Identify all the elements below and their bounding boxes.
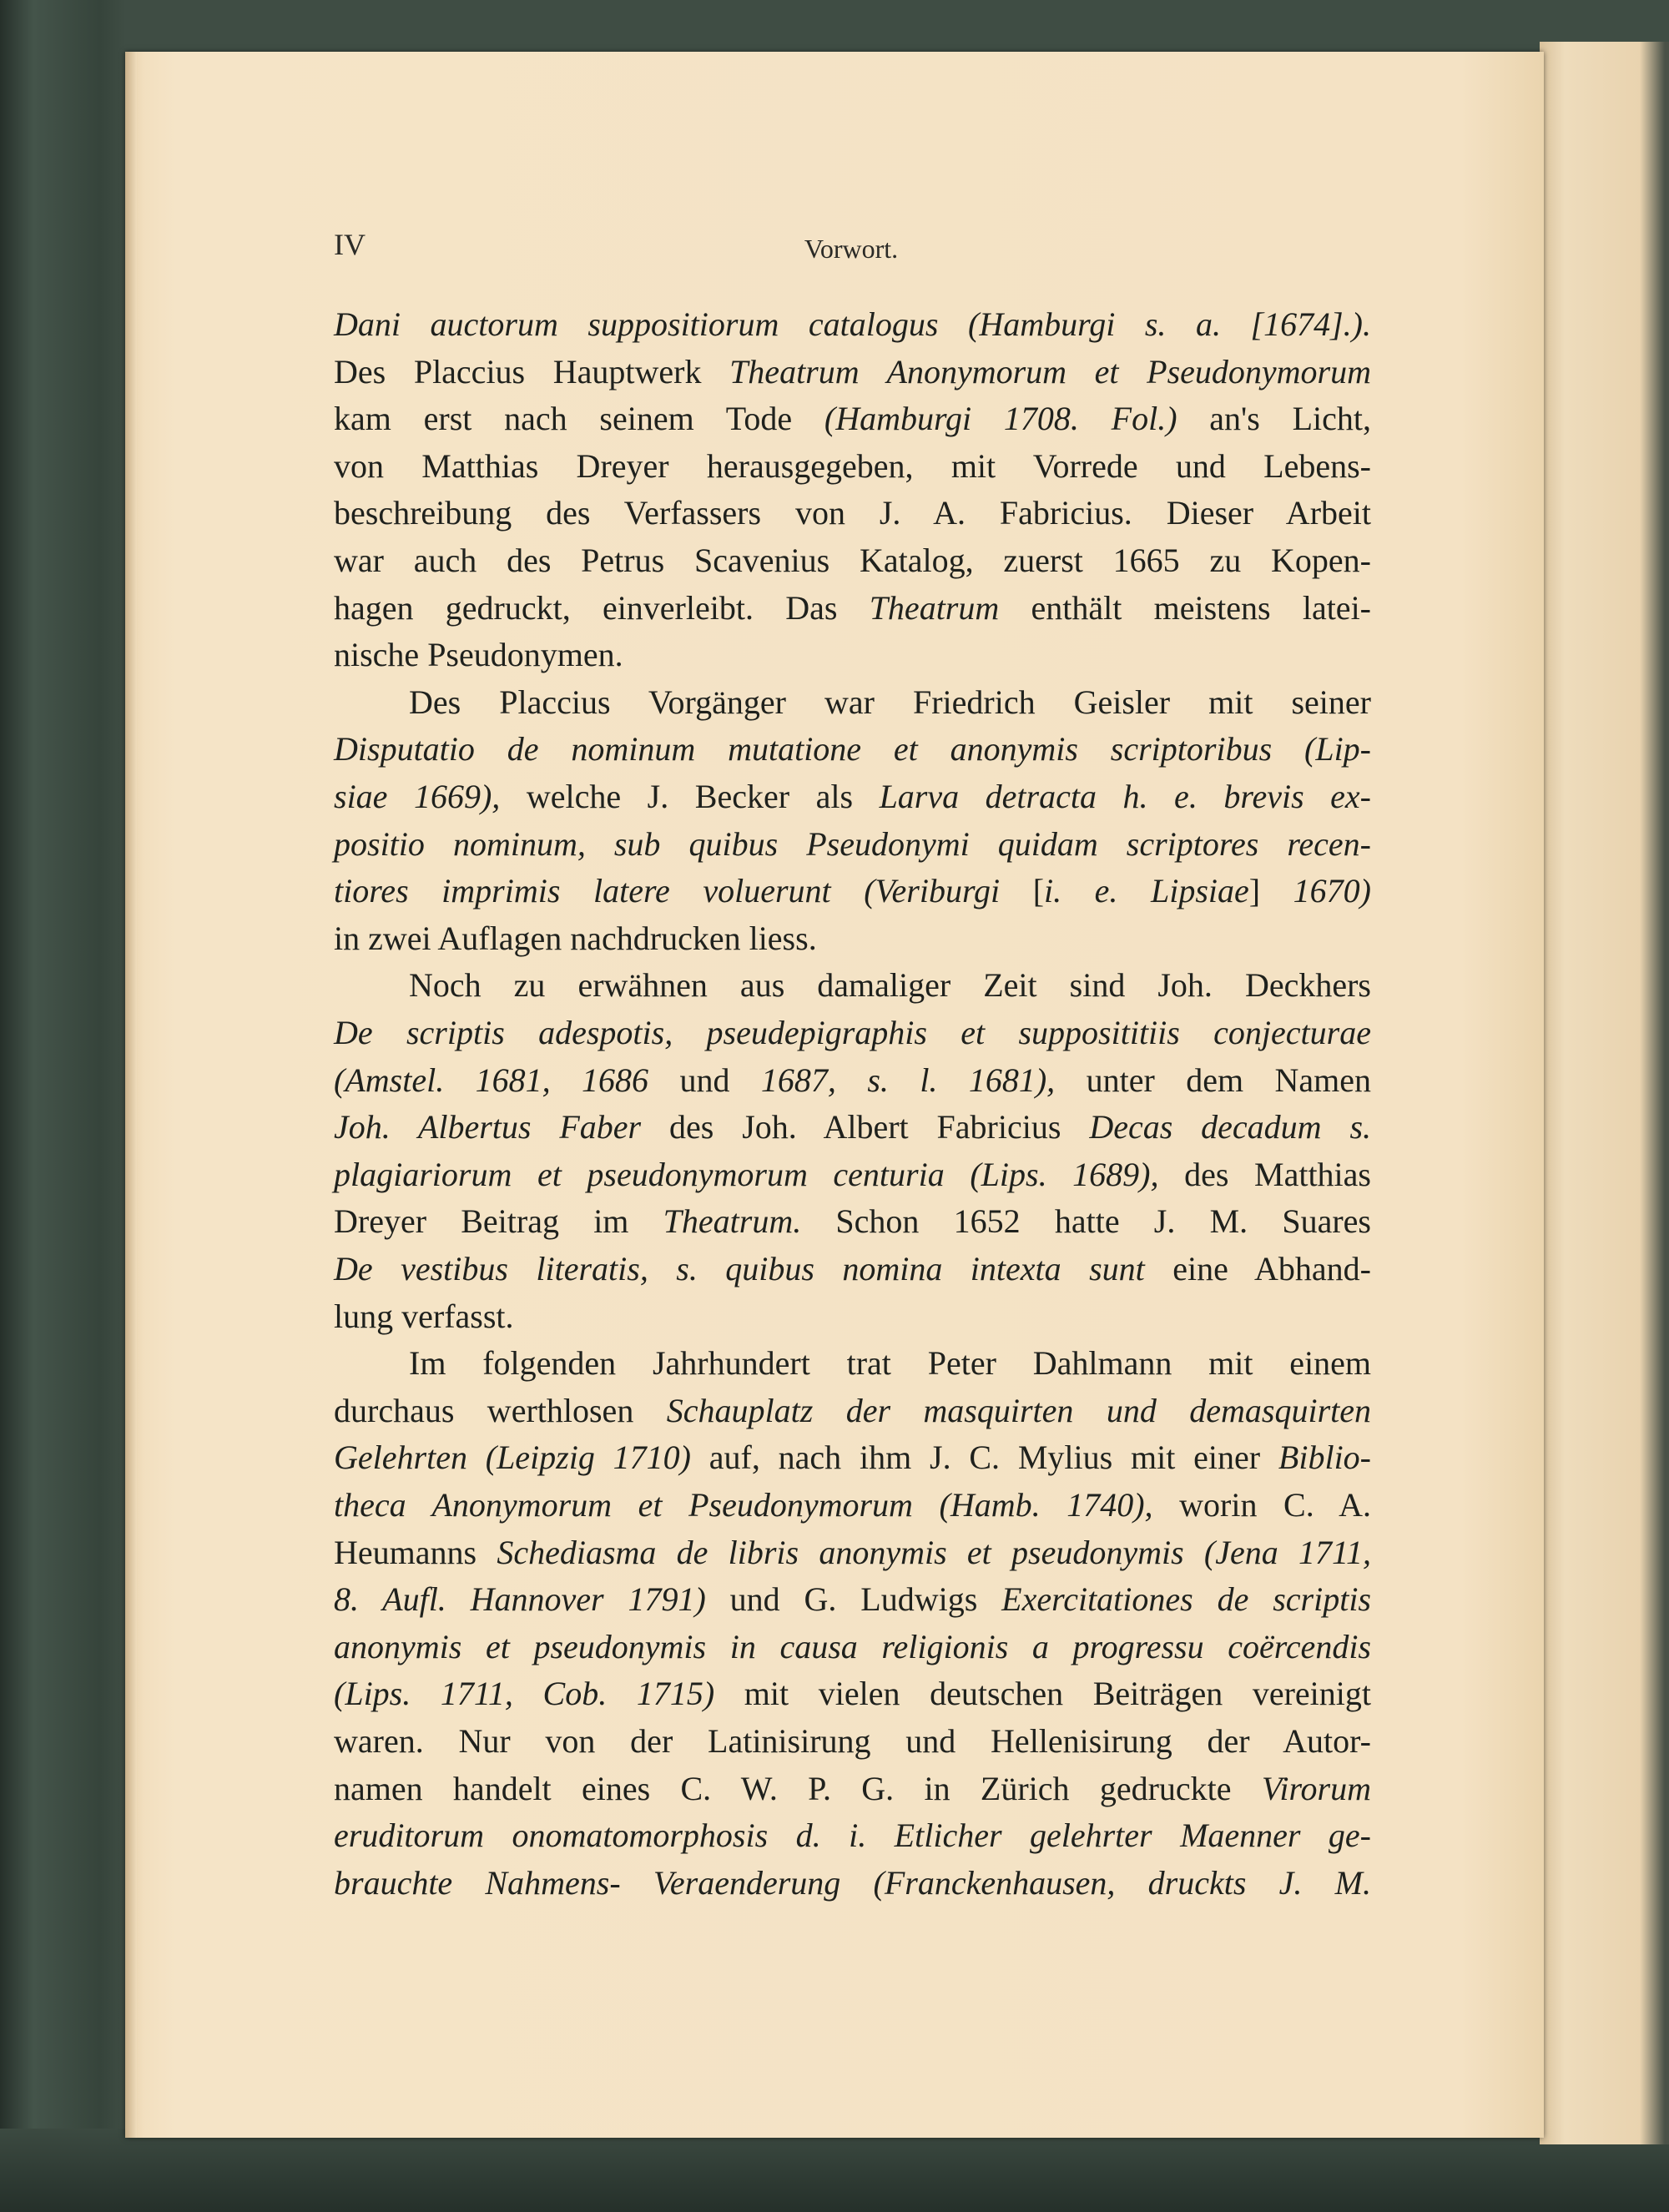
text-line <box>334 1481 1371 1529</box>
running-head-container <box>0 234 1669 265</box>
italic-text: Schauplatz der masquirten und demasquirten <box>666 1391 1372 1429</box>
roman-text: Dreyer Beitrag im <box>334 1202 663 1241</box>
text-line <box>334 1859 1371 1907</box>
running-head: Vorwort. <box>804 234 899 264</box>
text-line <box>334 442 1371 490</box>
italic-text: (Amstel. 1681, 1686 <box>334 1061 649 1099</box>
roman-text: beschreibung des Verfassers von J. A. Fabricius. Dieser Arbeit <box>334 494 1371 532</box>
roman-text: an's Licht, <box>1177 400 1371 438</box>
italic-text: 8. Aufl. Hannover 1791) <box>334 1580 706 1619</box>
roman-text: auf, nach ihm J. C. Mylius mit einer <box>690 1439 1278 1477</box>
italic-text: Theatrum <box>869 588 1000 627</box>
text-line <box>334 678 1371 726</box>
text-line <box>334 1151 1371 1198</box>
text-line <box>334 1387 1371 1434</box>
text-line <box>334 1103 1371 1151</box>
roman-text: lung verfasst. <box>334 1297 514 1335</box>
italic-text: Decas decadum s. <box>1089 1108 1372 1146</box>
italic-text: anonymis et pseudonymis in causa religionis a progressu coërcendis <box>334 1627 1371 1665</box>
text-line <box>334 489 1371 537</box>
italic-text: 1670) <box>1293 872 1371 910</box>
italic-text: Gelehrten (Leipzig 1710) <box>334 1439 691 1477</box>
text-line <box>334 1339 1371 1387</box>
roman-text: unter dem Namen <box>1055 1061 1372 1099</box>
text-line <box>334 725 1371 773</box>
book-cover-bottom <box>0 2129 1669 2212</box>
italic-text: De vestibus literatis, s. quibus nomina intexta sunt <box>334 1250 1145 1287</box>
roman-text: Des Placcius Vorgänger war Friedrich Geisler mit seiner <box>409 683 1371 721</box>
roman-text: nische Pseudonymen. <box>334 636 623 674</box>
roman-text: kam erst nach seinem Tode <box>334 400 824 438</box>
text-line <box>334 584 1371 632</box>
roman-text: eine Abhand- <box>1144 1250 1372 1287</box>
roman-text: Des Placcius Hauptwerk <box>334 352 730 391</box>
text-line <box>334 1811 1371 1859</box>
text-line <box>334 1575 1371 1623</box>
text-line <box>334 915 1371 962</box>
text-line <box>334 1623 1371 1670</box>
italic-text: Exercitationes de scriptis <box>1001 1580 1371 1619</box>
italic-text: siae 1669), <box>334 778 501 815</box>
italic-text: Theatrum. <box>663 1202 802 1241</box>
roman-text: mit vielen deutschen Beiträgen vereinigt <box>714 1675 1371 1713</box>
italic-text: De scriptis adespotis, pseudepigraphis et supposititiis conjecturae <box>334 1014 1371 1051</box>
roman-text: Schon 1652 hatte J. M. Suares <box>801 1202 1371 1241</box>
text-line <box>334 1009 1371 1056</box>
roman-text: Im folgenden Jahrhundert trat Peter Dahlmann mit einem <box>409 1344 1371 1383</box>
text-line <box>334 537 1371 584</box>
text-line <box>334 961 1371 1009</box>
text-line <box>334 1670 1371 1717</box>
page-number: IV <box>334 228 366 261</box>
roman-text: [ <box>1032 872 1045 910</box>
text-line <box>334 631 1371 678</box>
facing-page-edge <box>1540 42 1669 2144</box>
roman-text: hagen gedruckt, einverleibt. Das <box>334 588 870 627</box>
text-line <box>334 1292 1371 1340</box>
roman-text: waren. Nur von der Latinisirung und Hellenisirung der Autor- <box>334 1722 1371 1760</box>
roman-text: war auch des Petrus Scavenius Katalog, zuerst 1665 zu Kopen- <box>334 542 1371 579</box>
text-line <box>334 1197 1371 1245</box>
roman-text: von Matthias Dreyer herausgegeben, mit Vorrede und Lebens- <box>334 446 1371 485</box>
roman-text: in zwei Auflagen nachdrucken liess. <box>334 919 817 957</box>
text-line <box>334 1717 1371 1765</box>
text-line <box>334 773 1371 820</box>
text-line <box>334 1765 1371 1812</box>
italic-text: Joh. Albertus Faber <box>334 1108 642 1146</box>
roman-text: worin C. A. <box>1152 1486 1371 1524</box>
roman-text: Noch zu erwähnen aus damaliger Zeit sind Joh. Deckhers <box>409 966 1371 1005</box>
text-line <box>334 867 1371 915</box>
roman-text: enthält meistens latei- <box>999 588 1371 627</box>
italic-text: 1687, s. l. 1681), <box>760 1061 1056 1099</box>
roman-text: des Joh. Albert Fabricius <box>641 1108 1090 1146</box>
text-line <box>334 395 1371 442</box>
text-line <box>334 1434 1371 1481</box>
italic-text: Virorum <box>1261 1769 1371 1807</box>
roman-text: namen handelt eines C. W. P. G. in Zürich gedruckte <box>334 1769 1262 1807</box>
text-line <box>334 820 1371 868</box>
italic-text: Schediasma de libris anonymis et pseudonymis (Jena 1711, <box>497 1533 1371 1571</box>
text-line <box>334 1529 1371 1576</box>
italic-text: Dani auctorum suppositiorum catalogus (Hamburgi s. a. [1674].). <box>334 305 1371 343</box>
roman-text: welche J. Becker als <box>500 778 880 815</box>
roman-text: ] <box>1248 872 1293 910</box>
italic-text: (Lips. 1711, Cob. 1715) <box>334 1675 715 1713</box>
italic-text: Larva detracta h. e. brevis ex- <box>879 778 1372 815</box>
roman-text: und <box>648 1061 761 1099</box>
roman-text: und G. Ludwigs <box>705 1580 1002 1619</box>
roman-text: des Matthias <box>1158 1155 1371 1193</box>
roman-text: durchaus werthlosen <box>334 1391 667 1429</box>
italic-text: tiores imprimis latere voluerunt (Veriburgi <box>334 872 1033 910</box>
italic-text: i. e. Lipsiae <box>1044 872 1249 910</box>
italic-text: theca Anonymorum et Pseudonymorum (Hamb. 1740), <box>334 1486 1153 1524</box>
page-gutter <box>125 52 137 2138</box>
italic-text: Disputatio de nominum mutatione et anonymis scriptoribus (Lip- <box>334 730 1371 768</box>
italic-text: (Hamburgi 1708. Fol.) <box>824 400 1177 438</box>
italic-text: Biblio- <box>1278 1439 1371 1477</box>
italic-text: positio nominum, sub quibus Pseudonymi quidam scriptores recen- <box>334 824 1371 863</box>
roman-text: Heumanns <box>334 1533 497 1571</box>
italic-text: Theatrum Anonymorum et Pseudonymorum <box>729 352 1371 391</box>
italic-text: plagiariorum et pseudonymorum centuria (Lips. 1689), <box>334 1155 1159 1193</box>
text-line <box>334 1245 1371 1292</box>
italic-text: brauchte Nahmens- Veraenderung (Franckenhausen, druckts J. M. <box>334 1863 1371 1902</box>
text-line <box>334 300 1371 348</box>
text-line <box>334 348 1371 396</box>
text-line <box>334 1056 1371 1104</box>
italic-text: eruditorum onomatomorphosis d. i. Etlicher gelehrter Maenner ge- <box>334 1816 1371 1855</box>
